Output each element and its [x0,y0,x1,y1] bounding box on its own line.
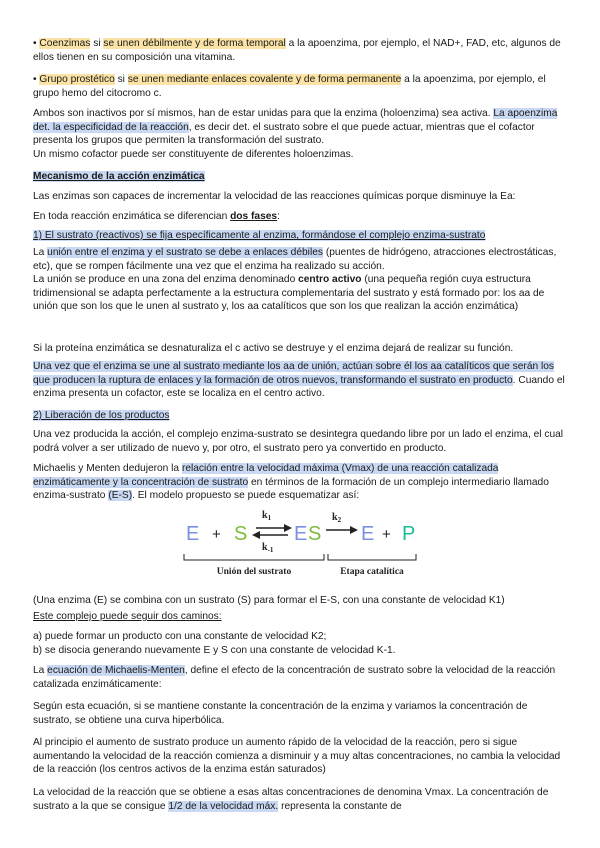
catalytic-label: Etapa catalítica [340,567,404,577]
caminos-heading: Este complejo puede seguir dos caminos: [33,611,222,622]
half-vmax-highlight: 1/2 de la velocidad máx. [168,800,279,812]
desnaturaliza-paragraph: Si la proteína enzimática se desnaturaliza el c activo se destruye y el enzima dejará de realizar su función. [33,343,514,354]
scheme-k-1: $k_{-1}$ [262,542,274,554]
mecanismo-paragraph: Las enzimas son capaces de incrementar la velocidad de las reacciones químicas porque disminuye la Ea: [33,191,516,202]
caminos-list: a) puede formar un producto con una constante de velocidad K2; b) se disocia generando nuevamente E y S con una constante de velocidad K-1. [33,631,396,656]
michaelis-paragraph: Michaelis y Menten dedujeron la relación entre la velocidad máxima (Vmax) de una reacción catalizada enzimáticamente y la concentración de sustrato en términos de la formación de un complejo intermediario llamado enzima-sustrato (E-S). El modelo propuesto se puede esquematizar así: [33,463,549,502]
centro-activo-term: centro activo [298,274,362,286]
reverse-arrow-head [252,531,260,539]
segun-paragraph: Según esta ecuación, si se mantiene constante la concentración de la enzima y variamos la concentración de sustrato, se obtiene una curva hiperbólica. [33,701,528,726]
apoenzima-highlight: La apoenzima det. la especificidad de la reacción [33,108,558,133]
union-highlight: unión entre el enzima y el sustrato se debe a enlaces débiles [47,247,323,258]
catalisis-paragraph: Una vez que el enzima se une al sustrato mediante los aa de unión, actúan sobre él los aa catalíticos que serán los que producen la ruptura de enlaces y la formación de otros nuevos, transformando el sustrato en producto. Cuando el enzima presenta un cofactor, este se localiza en el centro activo. [33,361,565,400]
reaction-scheme [180,508,420,583]
fases-paragraph: En toda reacción enzimática se diferencian dos fases: [33,211,280,222]
fase1-paragraph: La unión entre el enzima y el sustrato se debe a enlaces débiles (puentes de hidrógeno, atracciones electrostáticas, etc), que se rompen fácilmente una vez que el enzima ha realizado su acción. La unión se produce en una zona del enzima denominado centro activo (una pequeña región cuya estructura tridimensional se adapta perfectamente a la estructura complementaria del sustrato y está formado por: los aa de unión que son los que le unen al sustrato y, los aa catalíticos que son los que realizan la acción enzimática) [33,247,557,313]
scheme-k2: $k_2$ [332,512,342,524]
fase2-heading: 2) Liberación de los productos [33,410,170,421]
ambos-paragraph: Ambos son inactivos por sí mismos, han de estar unidas para que la enzima (holoenzima) sea activa. La apoenzima det. la especificidad de la reacción, es decir det. el sustrato sobre el que puede actuar, mientras que el cofactor presenta los grupos que permiten la transformación del sustrato. Un mismo cofactor puede ser constituyente de diferentes holoenzimas. [33,108,558,160]
vmax-highlight: relación entre la velocidad máxima (Vmax) de una reacción catalizada enzimáticamente y la concentración de sustrato [33,463,499,488]
scheme-enzyme-2: E [294,523,308,545]
catalytic-arrow-head [350,526,358,534]
mm-equation-highlight: ecuación de Michaelis-Menten [47,665,185,676]
union-label: Unión del sustrato [216,567,292,577]
prostetico-paragraph: • Grupo prostético si se unen mediante enlaces covalente y de forma permanente a la apoenzima, por ejemplo, el grupo hemo del citocromo c. [33,74,546,99]
forward-arrow-head [284,524,292,532]
es-highlight: (E-S) [108,490,133,502]
es-formation-paragraph: (Una enzima (E) se combina con un sustrato (S) para formar el E-S, con una constante de velocidad K1) [33,595,505,606]
prostetico-highlight: se unen mediante enlaces covalente y de forma permanente [127,74,402,85]
scheme-plus-2: + [382,526,391,543]
scheme-product: P [402,523,416,545]
scheme-enzyme-3: E [361,523,375,545]
scheme-enzyme-1: E [186,523,200,545]
scheme-substrate-2: S [308,523,322,545]
fase2-paragraph: Una vez producida la acción, el complejo enzima-sustrato se desintegra quedando libre por un lado el enzima, el cual podrá volver a ser utilizado de nuevo y, por otro, el sustrato pero ya convertido en producto. [33,429,564,454]
scheme-plus-1: + [212,526,221,543]
scheme-k1: $k_1$ [262,510,272,522]
union-bracket [184,554,324,560]
coenzimas-highlight: se unen débilmente y de forma temporal [103,38,286,49]
catalisis-highlight: Una vez que el enzima se une al sustrato mediante los aa de unión, actúan sobre él los aa catalíticos que serán los que producen la ruptura de enlaces y la formación de otros nuevos, transformando el sustrato en producto [33,361,555,386]
coenzimas-term: Coenzimas [39,38,91,49]
catalytic-bracket [328,554,416,560]
principio-paragraph: Al principio el aumento de sustrato produce un aumento rápido de la velocidad de la reacción, pero si sigue aumentando la velocidad de la reacción comienza a disminuir y a muy altas concentraciones, no cambia la velocidad de la reacción (los centros activos de la enzima están saturados) [33,737,561,776]
mecanismo-heading: Mecanismo de la acción enzimática [33,171,205,182]
scheme-substrate-1: S [234,523,248,545]
vmax-paragraph: La velocidad de la reacción que se obtiene a esas altas concentraciones de denomina Vmax. La concentración de sustrato a la que se consigue 1/2 de la velocidad máx. representa la constante de [33,787,549,812]
fase1-heading: 1) El sustrato (reactivos) se fija específicamente al enzima, formándose el complejo enzima-sustrato [33,230,486,241]
coenzimas-paragraph: • Coenzimas si se unen débilmente y de forma temporal a la apoenzima, por ejemplo, el NAD+, FAD, etc, algunos de ellos tienen en su composición una vitamina. [33,38,561,63]
prostetico-term: Grupo prostético [39,74,115,85]
michaelis-menten-paragraph: La ecuación de Michaelis-Menten, define el efecto de la concentración de sustrato sobre la velocidad de la reacción catalizada enzimáticamente: [33,665,556,690]
